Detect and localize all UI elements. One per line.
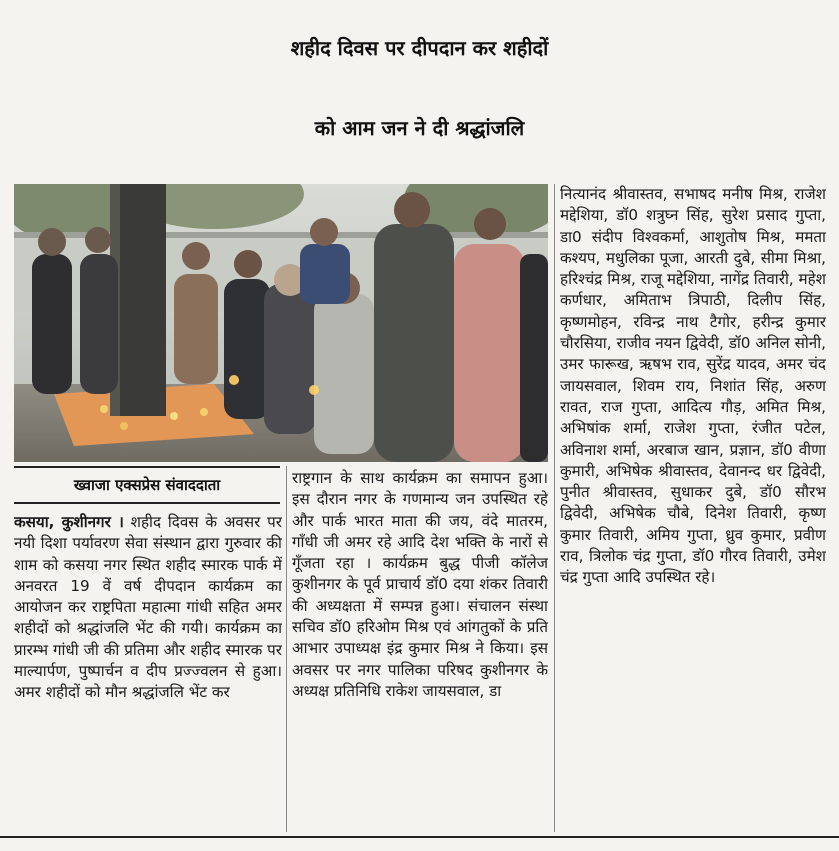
column-divider (554, 184, 555, 832)
headline-line-1: शहीद दिवस पर दीपदान कर शहीदों (290, 36, 549, 60)
bottom-rule (0, 836, 839, 838)
article-column-2 (292, 468, 548, 832)
article-paragraph (14, 512, 282, 704)
article-text-col1: शहीद दिवस के अवसर पर नयी दिशा पर्यावरण सेवा संस्थान द्वारा गुरुवार की शाम को कसया नगर स्थित शहीद स्मारक पार्क में अनवरत 19 वें वर्ष दीपदान कार्यक्रम का आयोजन कर राष्ट्रपिता महात्मा गांधी सहित अमर शहीदों को श्रद्धांजलि भेंट की गयी। कार्यक्रम का प्रारम्भ गांधी जी की प्रतिमा और शहीद स्मारक पर माल्यार्पण, पुष्पार्चन व दीप प्रज्ज्वलन से हुआ। अमर शहीदों को मौन श्रद्धांजलि भेंट कर (14, 513, 282, 702)
byline: ख्वाजा एक्सप्रेस संवाददाता (14, 466, 280, 504)
news-photo (14, 184, 548, 462)
news-photo-illustration (14, 184, 548, 462)
dateline: कसया, कुशीनगर । (14, 513, 124, 531)
column-divider (286, 466, 287, 832)
article-column-1 (14, 512, 282, 832)
headline-line-2: को आम जन ने दी श्रद्धांजलि (314, 116, 525, 140)
headline (0, 8, 839, 168)
article-text-col3: नित्यानंद श्रीवास्तव, सभाषद मनीष मिश्र, राजेश मद्देशिया, डॉ0 शत्रुघ्न सिंह, सुरेश प्रसाद गुप्ता, डा0 संदीप विश्वकर्मा, आशुतोष मिश्र, ममता कश्यप, मधुलिका पूजा, आरती दुबे, सीमा मिश्रा, हरिश्चंद्र मिश्र, राजू मद्देशिया, नागेंद्र तिवारी, महेश कर्णधार, अमिताभ त्रिपाठी, दिलीप सिंह, कृष्णमोहन, रविन्द्र नाथ टैगोर, हरीन्द्र कुमार चौरसिया, राजीव नयन द्विवेदी, डॉ0 अनिल सोनी, उमर फारूख, ऋषभ राव, सुरेंद्र यादव, अमर चंद जायसवाल, शिवम राय, निशांत सिंह, अरुण रावत, राज गुप्ता, आदित्य गौड़, अमित मिश्र, अभिषांक शर्मा, राजेश गुप्ता, रंजीत पटेल, अविनाश शर्मा, अरबाज खान, प्रज्ञान, डॉ0 वीणा कुमारी, अभिषेक श्रीवास्तव, देवानन्द धर द्विवेदी, पुनीत श्रीवास्तव, सुधाकर दुबे, डॉ0 सौरभ द्विवेदी, अभिषेक चौबे, दिनेश तिवारी, कृष्ण कुमार तिवारी, अमिय गुप्ता, ध्रुव कुमार, प्रवीण राव, त्रिलोक चंद्र गुप्ता, डॉ0 गौरव तिवारी, उमेश चंद्र गुप्ता आदि उपस्थित रहे। (560, 185, 826, 587)
article-text-col2: राष्ट्रगान के साथ कार्यक्रम का समापन हुआ। इस दौरान नगर के गणमान्य जन उपस्थित रहे और पार्क भारत माता की जय, वंदे मातरम, गाँधी जी अमर रहे आदि देश भक्ति के नारों से गूँजता रहा । कार्यक्रम बुद्ध पीजी कॉलेज कुशीनगर के पूर्व प्राचार्य डॉ0 दया शंकर तिवारी की अध्यक्षता में सम्पन्न हुआ। संचालन संस्था सचिव डॉ0 हरिओम मिश्र एवं आंगतुकों के प्रति आभार उपाध्यक्ष इंद्र कुमार मिश्र ने किया। इस अवसर पर नगर पालिका परिषद कुशीनगर के अध्यक्ष प्रतिनिधि राकेश जायसवाल, डा (292, 469, 548, 700)
article-column-3 (560, 184, 826, 832)
